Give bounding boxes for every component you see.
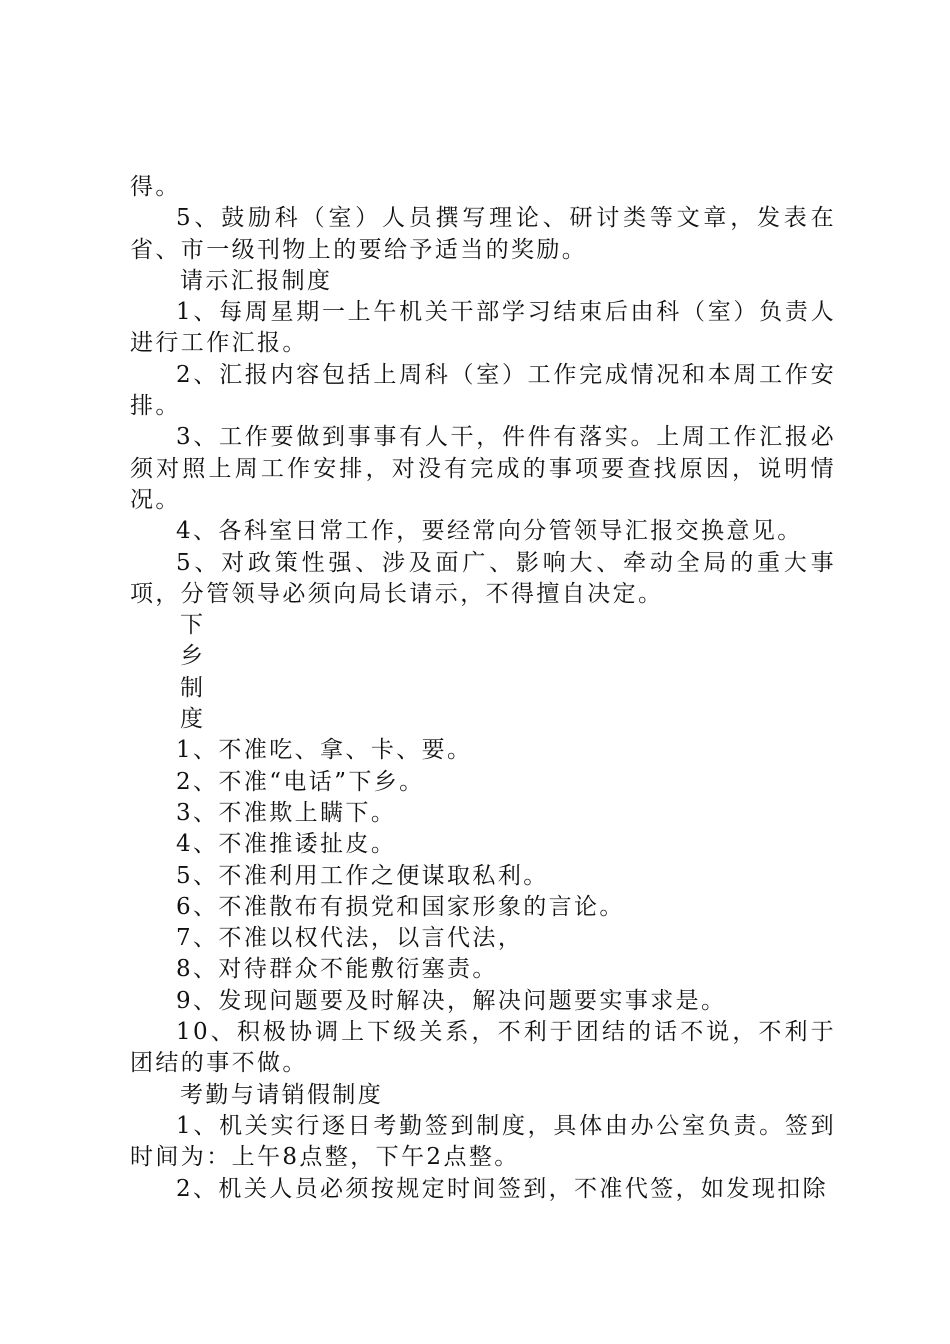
section-heading-countryside — [130, 610, 836, 735]
paragraph: 1、机关实行逐日考勤签到制度，具体由办公室负责。签到时间为：上午8点整，下午2点整。 — [130, 1112, 836, 1171]
list-item: 6、不准散布有损党和国家形象的言论。 — [176, 893, 625, 920]
list-item: 8、对待群众不能敷衍塞责。 — [176, 956, 498, 983]
paragraph: 2、机关人员必须按规定时间签到，不准代签，如发现扣除 — [176, 1175, 829, 1202]
heading-char: 制 — [180, 674, 206, 701]
heading-char: 度 — [180, 706, 206, 733]
section-heading-attendance: 考勤与请销假制度 — [180, 1081, 384, 1108]
heading-char: 下 — [180, 612, 206, 639]
list-item: 4、不准推诿扯皮。 — [176, 831, 397, 858]
paragraph: 2、汇报内容包括上周科（室）工作完成情况和本周工作安排。 — [130, 361, 836, 420]
heading-char: 乡 — [180, 643, 206, 670]
list-item: 3、不准欺上瞒下。 — [176, 799, 397, 826]
list-item: 2、不准“电话”下乡。 — [176, 768, 425, 795]
paragraph: 3、工作要做到事事有人干，件件有落实。上周工作汇报必须对照上周工作安排，对没有完成的事项要查找原因，说明情况。 — [130, 424, 836, 513]
list-item: 10、积极协调上下级关系，不利于团结的话不说，不利于团结的事不做。 — [130, 1019, 836, 1077]
paragraph: 4、各科室日常工作，要经常向分管领导汇报交换意见。 — [176, 518, 803, 545]
section-heading-report: 请示汇报制度 — [180, 267, 333, 294]
document-body — [130, 172, 836, 1205]
list-item: 5、不准利用工作之便谋取私利。 — [176, 862, 549, 889]
list-item: 1、不准吃、拿、卡、要。 — [176, 737, 473, 764]
paragraph: 5、鼓励科（室）人员撰写理论、研讨类等文章，发表在省、市一级刊物上的要给予适当的奖励。 — [130, 205, 836, 263]
paragraph: 5、对政策性强、涉及面广、影响大、牵动全局的重大事项，分管领导必须向局长请示，不得擅自决定。 — [130, 549, 836, 607]
list-item: 7、不准以权代法，以言代法， — [176, 925, 524, 952]
fragment-line: 得。 — [130, 174, 181, 200]
list-item: 9、发现问题要及时解决，解决问题要实事求是。 — [176, 987, 727, 1014]
paragraph: 1、每周星期一上午机关干部学习结束后由科（室）负责人进行工作汇报。 — [130, 299, 836, 357]
